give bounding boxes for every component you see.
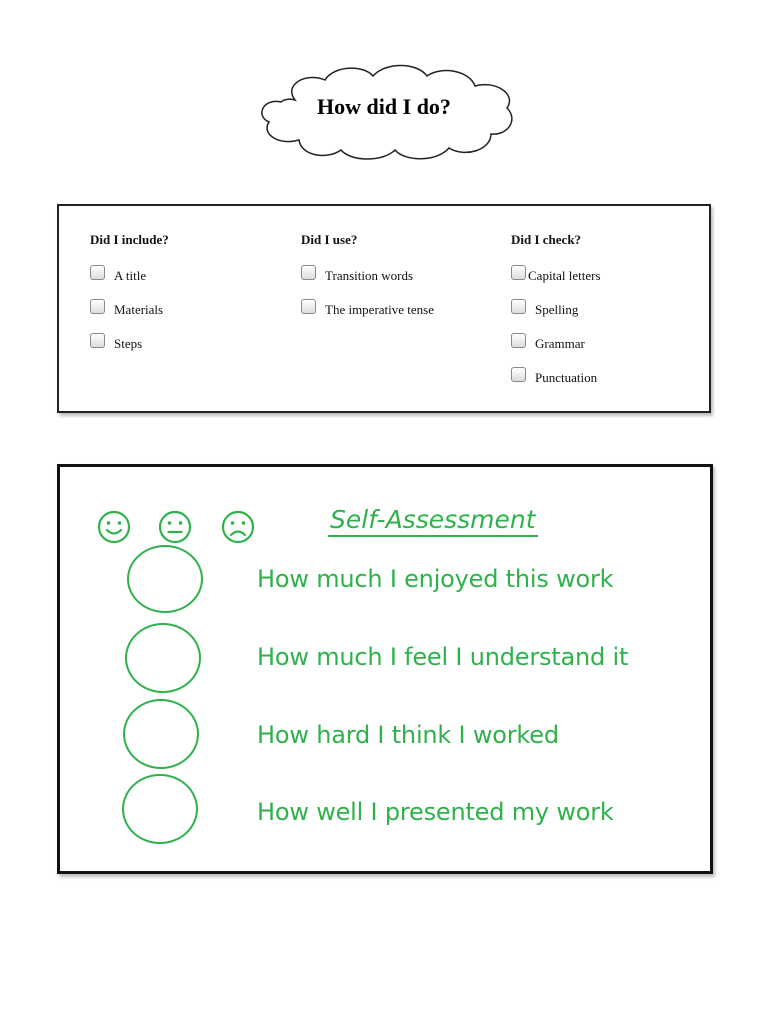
self-assessment-panel [57,464,713,874]
neutral-face-icon [158,510,192,544]
checklist-column-include [90,232,169,367]
frowning-face-icon [221,510,255,544]
checklist-item-spelling[interactable] [511,299,601,321]
checkbox-label: A title [114,268,147,283]
checkbox-label: The imperative tense [325,302,435,317]
checklist-item-grammar[interactable] [511,333,601,355]
checkbox[interactable] [511,333,526,348]
column-heading: Did I include? [90,232,169,247]
checkbox[interactable] [90,333,105,348]
checkbox-label: Punctuation [535,370,598,385]
checklist-column-check [511,232,601,401]
checklist-item-transition-words[interactable] [301,265,434,287]
checkbox[interactable] [511,367,526,382]
rating-circle[interactable] [123,699,199,769]
rating-statement: How much I feel I understand it [257,643,629,671]
checkbox-label: Spelling [535,302,579,317]
self-assessment-title: Self-Assessment [328,505,538,537]
rating-circle[interactable] [122,774,198,844]
checkbox[interactable] [301,265,316,280]
rating-row-understand [60,623,710,703]
checklist-item-capital-letters[interactable] [511,265,601,287]
checkbox[interactable] [511,299,526,314]
checkbox[interactable] [511,265,526,280]
rating-row-enjoyed [60,545,710,625]
checklist-item-punctuation[interactable] [511,367,601,389]
rating-statement: How well I presented my work [257,798,614,826]
rating-circle[interactable] [127,545,203,613]
rating-row-presented [60,774,710,854]
checklist-column-use [301,232,434,333]
rating-statement: How hard I think I worked [257,721,559,749]
checklist-item-steps[interactable] [90,333,169,355]
checklist-item-title[interactable] [90,265,169,287]
checkbox[interactable] [301,299,316,314]
checkbox[interactable] [90,265,105,280]
checkbox-label: Grammar [535,336,585,351]
checklist-item-imperative-tense[interactable] [301,299,434,321]
column-heading: Did I check? [511,232,582,247]
rating-row-worked [60,699,710,779]
checkbox-label: Transition words [325,268,414,283]
smiling-face-icon [97,510,131,544]
rating-circle[interactable] [125,623,201,693]
checkbox-label: Materials [114,302,164,317]
checkbox[interactable] [90,299,105,314]
page-title: How did I do? [317,94,451,119]
rating-statement: How much I enjoyed this work [257,565,614,593]
checkbox-label: Capital letters [528,268,601,283]
writing-checklist [57,204,711,413]
checkbox-label: Steps [114,336,143,351]
title-cloud [255,62,520,164]
checklist-item-materials[interactable] [90,299,169,321]
column-heading: Did I use? [301,232,358,247]
